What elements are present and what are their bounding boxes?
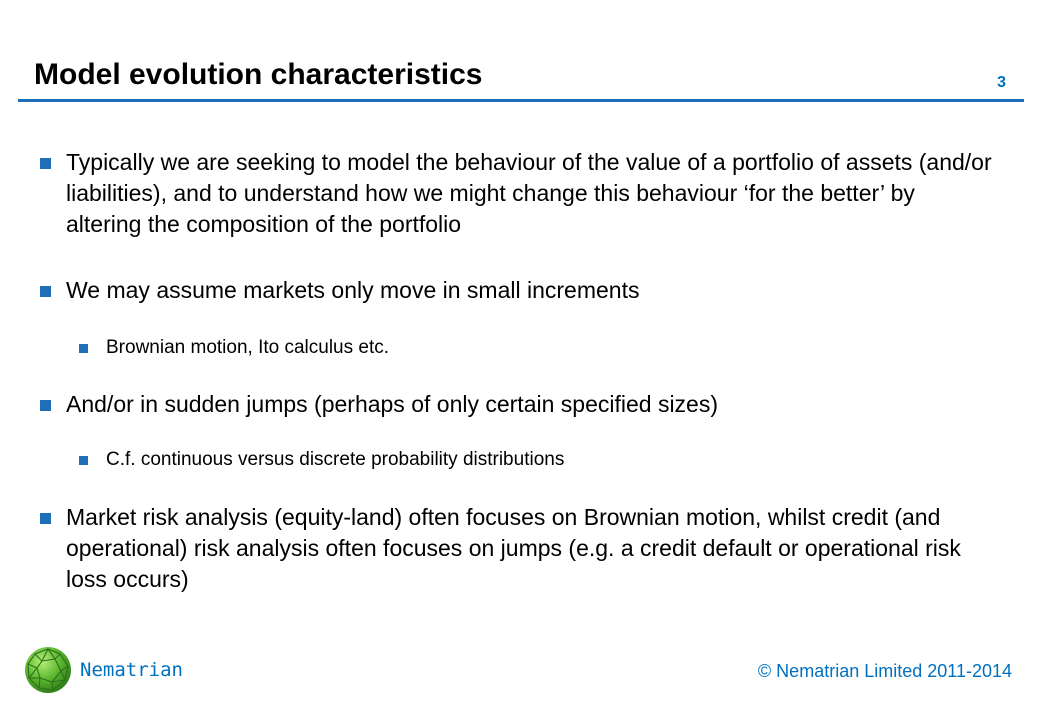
square-bullet-icon (40, 286, 51, 297)
bullet-text: Typically we are seeking to model the behaviour of the value of a portfolio of assets (and/or liabilities), and to understand how we might change this behaviour ‘for the better’ by altering the composition of the portfolio (66, 149, 992, 237)
green-geodesic-sphere-icon (22, 644, 74, 696)
bullet-item (66, 147, 996, 240)
square-bullet-icon (40, 400, 51, 411)
page-number: 3 (997, 74, 1006, 91)
square-bullet-icon (40, 513, 51, 524)
footer-brand: Nematrian (80, 659, 183, 681)
sub-bullet-item (106, 335, 986, 361)
square-bullet-icon (79, 344, 88, 353)
bullet-item (66, 389, 996, 420)
bullet-text: And/or in sudden jumps (perhaps of only certain specified sizes) (66, 391, 719, 417)
bullet-item (66, 502, 996, 595)
square-bullet-icon (79, 456, 88, 465)
slide-title: Model evolution characteristics (34, 58, 483, 91)
bullet-text: Brownian motion, Ito calculus etc. (106, 337, 390, 358)
bullet-text: We may assume markets only move in small increments (66, 277, 640, 303)
square-bullet-icon (40, 158, 51, 169)
bullet-text: C.f. continuous versus discrete probability distributions (106, 449, 565, 470)
title-divider (18, 99, 1024, 102)
sub-bullet-item (106, 447, 986, 473)
bullet-item (66, 275, 996, 306)
footer-copyright: © Nematrian Limited 2011-2014 (757, 661, 1012, 681)
bullet-text: Market risk analysis (equity-land) often focuses on Brownian motion, whilst credit (and operational) risk analysis often focuses on jumps (e.g. a credit default or operational risk loss occurs) (66, 504, 961, 592)
